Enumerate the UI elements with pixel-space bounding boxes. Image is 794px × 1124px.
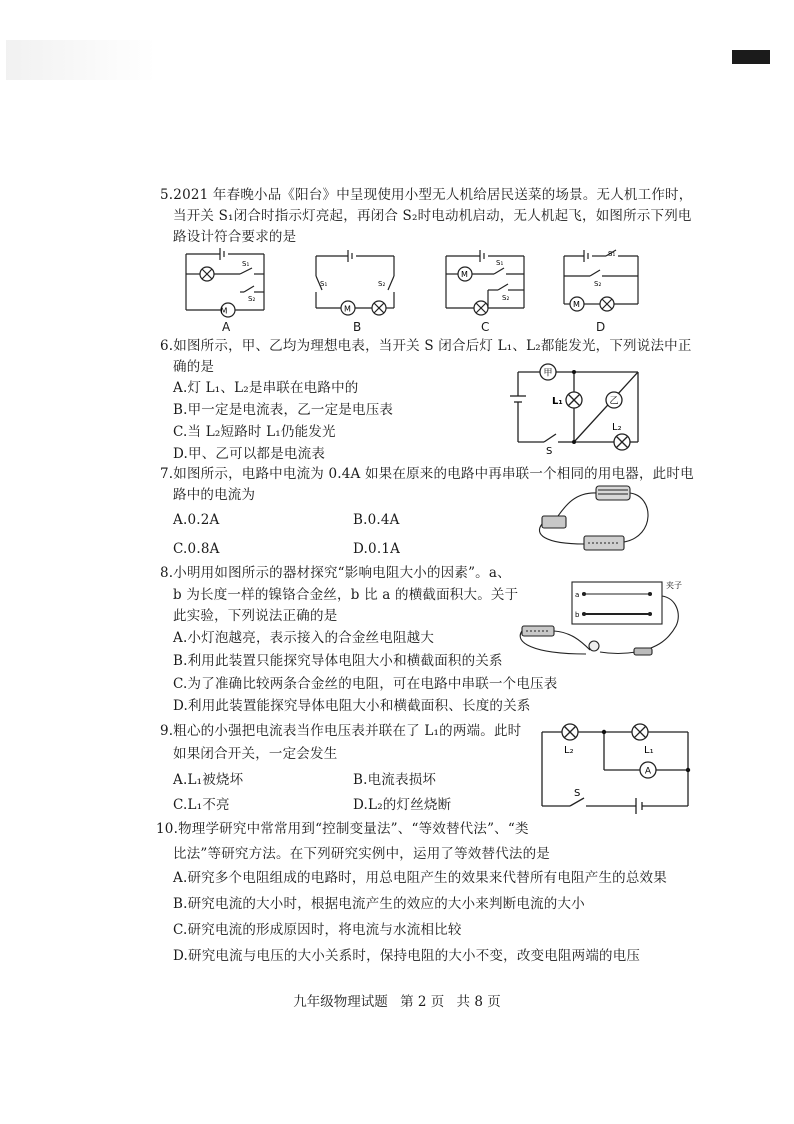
q8-option-c: C.为了准确比较两条合金丝的电阻，可在电路中串联一个电压表	[173, 676, 558, 692]
q5-circuit-b-icon	[306, 246, 406, 320]
footer-title: 九年级物理试题	[293, 994, 388, 1010]
q6-meter-yi-label: 乙	[609, 396, 619, 407]
q5d-motor-label: M	[573, 300, 580, 309]
q5d-s1-label: S₁	[608, 250, 616, 258]
q7-apparatus-icon	[524, 478, 664, 556]
q8-option-b: B.利用此装置只能探究导体电阻大小和横截面积的关系	[173, 653, 503, 669]
q6-l1-label: L₁	[552, 396, 563, 407]
q7-option-a: A.0.2A	[173, 512, 220, 528]
footer-total-pages: 共 8 页	[456, 994, 501, 1010]
q6-option-b: B.甲一定是电流表，乙一定是电压表	[173, 402, 394, 418]
q10-line1: 10.物理学研究中常常用到“控制变量法”、“等效替代法”、“类	[156, 821, 529, 837]
q9-option-a: A.L₁被烧坏	[173, 772, 244, 788]
q9-switch-label: S	[574, 788, 581, 799]
page-footer	[0, 990, 794, 1010]
scan-corner-mark	[732, 50, 770, 64]
q6-option-c: C.当 L₂短路时 L₁仍能发光	[173, 424, 336, 440]
q9-l2-label: L₂	[564, 745, 574, 756]
q6-l2-label: L₂	[612, 422, 622, 433]
q8-line3: 此实验，下列说法正确的是	[173, 608, 338, 624]
q8-clip-label: 夹子	[666, 581, 682, 590]
q6-switch-label: S	[546, 446, 553, 456]
footer-page-number: 第 2 页	[400, 994, 445, 1010]
q9-line1: 9.粗心的小强把电流表当作电压表并联在了 L₁的两端。此时	[160, 723, 522, 739]
q5-option-b-label: B	[353, 320, 362, 334]
q8-wire-b-label: b	[575, 611, 580, 619]
q5c-motor-label: M	[461, 270, 468, 279]
q5-circuit-d-icon	[556, 246, 656, 320]
q5b-s2-label: S₂	[378, 280, 386, 288]
q5a-s1-label: S₁	[242, 260, 250, 268]
q6-option-d: D.甲、乙可以都是电流表	[173, 446, 326, 462]
q5-option-a-label: A	[222, 320, 231, 334]
q6-line2: 确的是	[173, 359, 215, 375]
q8-wire-a-label: a	[575, 591, 580, 599]
q8-line1: 8.小明用如图所示的器材探究“影响电阻大小的因素”。a、	[160, 565, 511, 581]
q7-option-d: D.0.1A	[353, 541, 401, 557]
q5-circuit-a-icon	[178, 244, 278, 320]
q8-line2: b 为长度一样的镍铬合金丝，b 比 a 的横截面积大。关于	[173, 587, 519, 603]
q9-ammeter-label: A	[644, 766, 652, 777]
q10-option-b: B.研究电流的大小时，根据电流产生的效应的大小来判断电流的大小	[173, 896, 585, 912]
q7-line1: 7.如图所示，电路中电流为 0.4A 如果在原来的电路中再串联一个相同的用电器，此时电	[160, 466, 694, 482]
q5b-motor-label: M	[344, 304, 351, 314]
q9-line2: 如果闭合开关，一定会发生	[173, 746, 338, 762]
q9-option-c: C.L₁不亮	[173, 797, 230, 813]
q5a-motor-label: M	[220, 306, 228, 316]
q10-option-c: C.研究电流的形成原因时，将电流与水流相比较	[173, 922, 462, 938]
q5c-s1-label: S₁	[496, 259, 504, 267]
q7-option-b: B.0.4A	[353, 512, 400, 528]
q10-option-d: D.研究电流与电压的大小关系时，保持电阻的大小不变，改变电阻两端的电压	[173, 948, 641, 964]
q5b-s1-label: S₁	[320, 280, 328, 288]
q5-line2: 当开关 S₁闭合时指示灯亮起，再闭合 S₂时电动机启动，无人机起飞，如图所示下列电	[173, 208, 692, 224]
q9-option-b: B.电流表损坏	[353, 772, 437, 788]
q5a-s2-label: S₂	[248, 295, 256, 303]
q6-meter-jia-label: 甲	[543, 368, 553, 379]
q8-option-a: A.小灯泡越亮，表示接入的合金丝电阻越大	[173, 630, 435, 646]
q5c-s2-label: S₂	[502, 294, 510, 302]
q9-option-d: D.L₂的灯丝烧断	[353, 797, 452, 813]
q5-circuit-c-icon	[438, 246, 538, 320]
q5d-s2-label: S₂	[594, 280, 602, 288]
q7-line2: 路中的电流为	[173, 487, 256, 503]
q5-option-c-label: C	[481, 320, 490, 334]
q6-line1: 6.如图所示，甲、乙均为理想电表，当开关 S 闭合后灯 L₁、L₂都能发光，下列说法中正	[160, 338, 692, 354]
q9-l1-label: L₁	[644, 745, 654, 756]
q8-apparatus-icon	[516, 574, 696, 666]
q7-option-c: C.0.8A	[173, 541, 220, 557]
q5-line3: 路设计符合要求的是	[173, 229, 297, 245]
q10-option-a: A.研究多个电阻组成的电路时，用总电阻产生的效果来代替所有电阻产生的总效果	[173, 870, 667, 886]
q8-option-d: D.利用此装置能探究导体电阻大小和横截面积、长度的关系	[173, 698, 531, 714]
q10-line2: 比法”等研究方法。在下列研究实例中，运用了等效替代法的是	[173, 846, 551, 862]
scan-smudge	[6, 40, 156, 80]
q5-option-d-label: D	[596, 320, 606, 334]
q5-line1: 5.2021 年春晚小品《阳台》中呈现使用小型无人机给居民送菜的场景。无人机工作时，	[160, 187, 693, 203]
q6-circuit-icon	[504, 358, 654, 456]
q9-circuit-icon	[530, 718, 700, 814]
q6-option-a: A.灯 L₁、L₂是串联在电路中的	[173, 380, 359, 396]
